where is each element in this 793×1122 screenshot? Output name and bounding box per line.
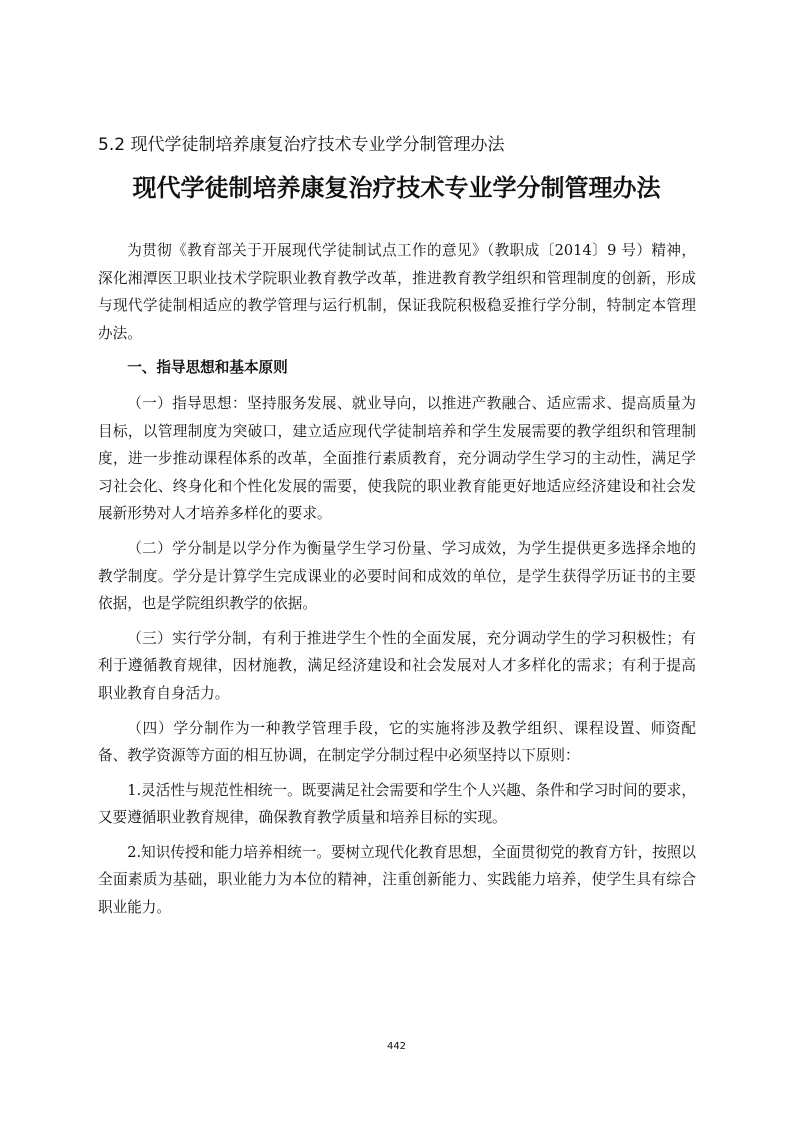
page-number: 442 (386, 1041, 407, 1052)
paragraph-principle-1: 1.灵活性与规范性相统一。既要满足社会需要和学生个人兴趣、条件和学习时间的要求，又要遵循职业教育规律，确保教育教学质量和培养目标的实现。 (98, 781, 696, 827)
section-heading: 5.2 现代学徒制培养康复治疗技术专业学分制管理办法 (98, 135, 505, 155)
body-text (98, 237, 696, 929)
intro-paragraph: 为贯彻《教育部关于开展现代学徒制试点工作的意见》（教职成〔2014〕9 号）精神，深化湘潭医卫职业技术学院职业教育教学改革，推进教育教学组织和管理制度的创新，形成与现代学徒制相适应的教学管理与运行机制，保证我院积极稳妥推行学分制，特制定本管理办法。 (98, 242, 696, 342)
paragraph-guiding-ideology: （一）指导思想：坚持服务发展、就业导向，以推进产教融合、适应需求、提高质量为目标，以管理制度为突破口，建立适应现代学徒制培养和学生发展需要的教学组织和管理制度，进一步推动课程体系的改革，全面推行素质教育，充分调动学生学习的主动性，满足学习社会化、终身化和个性化发展的需要，使我院的职业教育能更好地适应经济建设和社会发展新形势对人才培养多样化的要求。 (98, 394, 696, 523)
document-title: 现代学徒制培养康复治疗技术专业学分制管理办法 (132, 174, 661, 202)
paragraph-principle-2: 2.知识传授和能力培养相统一。要树立现代化教育思想，全面贯彻党的教育方针，按照以全面素质为基础，职业能力为本位的精神，注重创新能力、实践能力培养，使学生具有综合职业能力。 (98, 843, 696, 917)
paragraph-principles-intro: （四）学分制作为一种教学管理手段，它的实施将涉及教学组织、课程设置、师资配备、教学资源等方面的相互协调，在制定学分制过程中必须坚持以下原则： (98, 719, 696, 765)
paragraph-credit-system-definition: （二）学分制是以学分作为衡量学生学习份量、学习成效，为学生提供更多选择余地的教学制度。学分是计算学生完成课业的必要时间和成效的单位，是学生获得学历证书的主要依据，也是学院组织教学的依据。 (98, 539, 696, 613)
subsection-heading: 一、指导思想和基本原则 (127, 359, 288, 377)
paragraph-credit-system-benefits: （三）实行学分制，有利于推进学生个性的全面发展，充分调动学生的学习积极性；有利于遵循教育规律，因材施教，满足经济建设和社会发展对人才多样化的需求；有利于提高职业教育自身活力。 (98, 629, 696, 702)
